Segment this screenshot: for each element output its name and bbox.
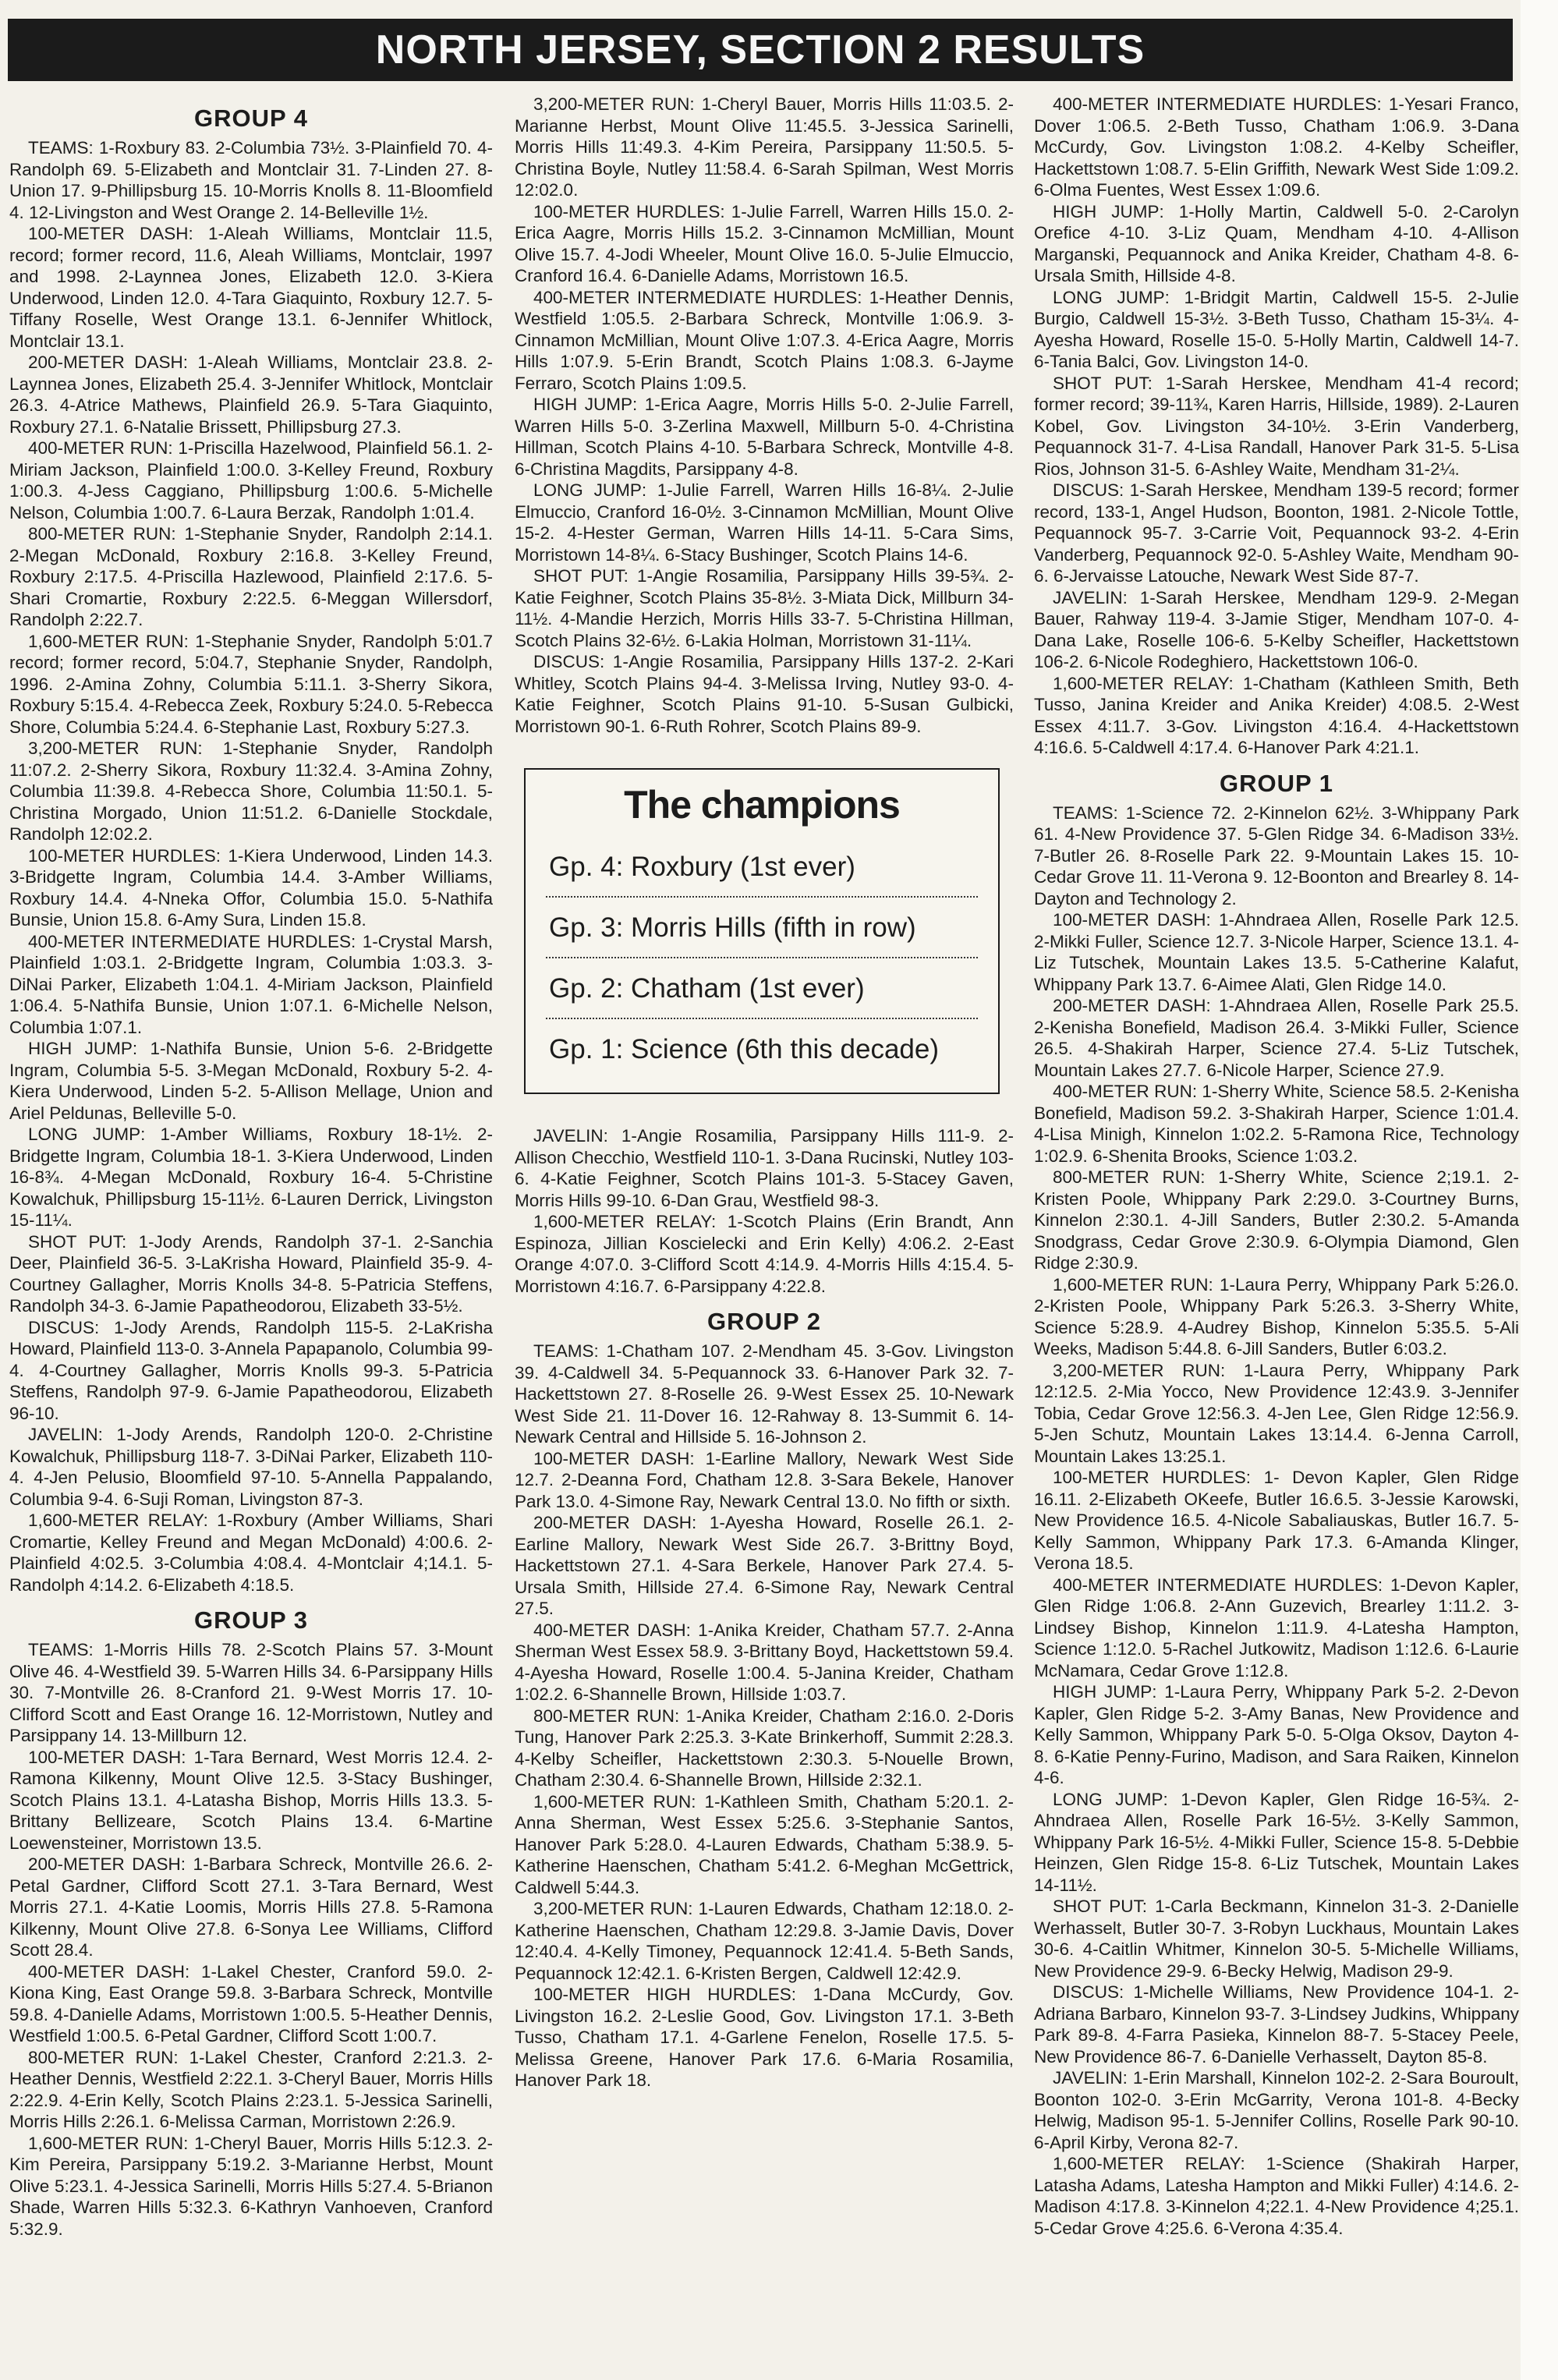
result-paragraph: 400-METER INTERMEDIATE HURDLES: 1-Yesari Franco, Dover 1:06.5. 2-Beth Tusso, Chatham 1:06.9. 3-Dana McCurdy, Gov. Livingston 1:08.2. 4-Kelby Scheifler, Hackettstown 1:08.7. 5-Elin Griffith, Newark West Side 1:09.2. 6-Olma Fuentes, West Essex 1:09.6. — [1034, 94, 1519, 200]
result-paragraph: DISCUS: 1-Michelle Williams, New Providence 104-1. 2-Adriana Barbaro, Kinnelon 93-7. 3-Lindsey Judkins, Whippany Park 89-8. 4-Farra Pasieka, Kinnelon 88-7. 5-Stacey Peele, New Providence 86-7. 6-Danielle Verhasselt, Dayton 85-8. — [1034, 1982, 1519, 2067]
result-paragraph: 400-METER DASH: 1-Anika Kreider, Chatham 57.7. 2-Anna Sherman West Essex 58.9. 3-Brittany Boyd, Hackettstown 59.4. 4-Ayesha Howard, Roselle 1:00.4. 5-Janina Kreider, Chatham 1:02.2. 6-Shannelle Brown, Hillside 1:03.7. — [515, 1620, 1014, 1704]
column-2 — [515, 94, 1014, 2371]
group-2-heading: GROUP 2 — [707, 1308, 821, 1335]
result-paragraph: 100-METER DASH: 1-Earline Mallory, Newark West Side 12.7. 2-Deanna Ford, Chatham 12.8. 3-Sara Bekele, Hanover Park 13.0. 4-Simone Ray, Newark Central 13.0. No fifth or sixth. — [515, 1448, 1014, 1511]
result-paragraph: HIGH JUMP: 1-Laura Perry, Whippany Park 5-2. 2-Devon Kapler, Glen Ridge 5-2. 3-Amy Banas, New Providence and Kelly Sammon, Whippany Park 5-0. 5-Olga Oksov, Dayton 4-8. 6-Katie Penny-Furino, Madison, and Sara Raiken, Kinnelon 4-6. — [1034, 1682, 1519, 1787]
result-paragraph: 1,600-METER RELAY: 1-Roxbury (Amber Williams, Shari Cromartie, Kelley Freund and Megan McDonald) 4:00.6. 2-Plainfield 4:02.5. 3-Columbia 4:08.4. 4-Montclair 4;14.1. 5-Randolph 4:14.2. 6-Elizabeth 4:18.5. — [9, 1511, 493, 1595]
result-paragraph: HIGH JUMP: 1-Erica Aagre, Morris Hills 5-0. 2-Julie Farrell, Warren Hills 5-0. 3-Zerlina Maxwell, Millburn 5-0. 4-Christina Hillman, Scotch Plains 4-10. 5-Barbara Schreck, Montville 4-8. 6-Christina Magdits, Parsippany 4-8. — [515, 395, 1014, 479]
result-paragraph: 3,200-METER RUN: 1-Laura Perry, Whippany Park 12:12.5. 2-Mia Yocco, New Providence 12:43.9. 3-Jennifer Tobia, Cedar Grove 12:56.3. 4-Jen Lee, Glen Ridge 12:56.9. 5-Jen Schutz, Mountain Lakes 13:14.4. 6-Jenna Carroll, Mountain Lakes 13:25.1. — [1034, 1360, 1519, 1466]
result-paragraph: SHOT PUT: 1-Sarah Herskee, Mendham 41-4 record; former record; 39-11¾, Karen Harris, Hillside, 1989). 2-Lauren Kobel, Gov. Livingston 34-10½. 3-Erin Vanderberg, Pequannock 31-7. 4-Lisa Randall, Hanover Park 31-5. 5-Lisa Rios, Johnson 31-5. 6-Ashley Waite, Mendham 31-2¼. — [1034, 373, 1519, 479]
result-paragraph: 200-METER DASH: 1-Aleah Williams, Montclair 23.8. 2-Laynnea Jones, Elizabeth 25.4. 3-Jennifer Whitlock, Montclair 26.3. 4-Atrice Mathews, Plainfield 26.9. 5-Tara Giaquinto, Roxbury 27.1. 6-Natalie Brissett, Phillipsburg 27.3. — [9, 352, 493, 437]
result-paragraph: JAVELIN: 1-Angie Rosamilia, Parsippany Hills 111-9. 2-Allison Checchio, Westfield 110-1. 3-Dana Rucinski, Nutley 103-6. 4-Katie Feighner, Scotch Plains 101-3. 5-Stacey Gaven, Morris Hills 99-10. 6-Dan Grau, Westfield 98-3. — [515, 1126, 1014, 1210]
group-4-heading: GROUP 4 — [194, 104, 308, 132]
champion-row: Gp. 2: Chatham (1st ever) — [546, 958, 978, 1019]
champion-row: Gp. 1: Science (6th this decade) — [549, 1034, 939, 1064]
result-paragraph: 100-METER HURDLES: 1-Kiera Underwood, Linden 14.3. 3-Bridgette Ingram, Columbia 14.4. 3-Amber Williams, Roxbury 14.4. 4-Nneka Offor, Columbia 15.0. 5-Nathifa Bunsie, Union 15.8. 6-Amy Sura, Linden 15.8. — [9, 845, 493, 930]
result-paragraph: 400-METER DASH: 1-Lakel Chester, Cranford 59.0. 2-Kiona King, East Orange 59.8. 3-Barbara Schreck, Montville 59.8. 4-Danielle Adams, Morristown 1:00.5. 5-Heather Dennis, Westfield 1:00.5. 6-Petal Gardner, Clifford Scott 1:00.7. — [9, 1961, 493, 2045]
page-edge — [1521, 0, 1558, 2380]
result-paragraph: 1,600-METER RELAY: 1-Science (Shakirah Harper, Latasha Adams, Latesha Hampton and Mikki Fuller) 4:14.6. 2-Madison 4:17.8. 3-Kinnelon 4;22.1. 4-New Providence 4;25.1. 5-Cedar Grove 4:25.6. 6-Verona 4:35.4. — [1034, 2154, 1519, 2238]
result-paragraph: 3,200-METER RUN: 1-Lauren Edwards, Chatham 12:18.0. 2-Katherine Haenschen, Chatham 12:29.8. 3-Jamie Davis, Dover 12:40.4. 4-Kelly Timoney, Pequannock 12:41.4. 5-Beth Sands, Pequannock 12:42.1. 6-Kristen Bergen, Caldwell 12:42.9. — [515, 1899, 1014, 1983]
result-paragraph: 1,600-METER RUN: 1-Laura Perry, Whippany Park 5:26.0. 2-Kristen Poole, Whippany Park 5:26.3. 3-Sherry White, Science 5:28.9. 4-Audrey Bishop, Kinnelon 5:35.5. 5-Ali Weeks, Madison 5:44.8. 6-Jill Sanders, Butler 6:03.2. — [1034, 1274, 1519, 1358]
result-paragraph: 200-METER DASH: 1-Ahndraea Allen, Roselle Park 25.5. 2-Kenisha Bonefield, Madison 26.4. 3-Mikki Fuller, Science 26.5. 4-Shakirah Harper, Science 27.4. 5-Liz Tutschek, Mountain Lakes 27.7. 6-Nicole Harper, Science 27.9. — [1034, 996, 1519, 1080]
champion-row: Gp. 4: Roxbury (1st ever) — [546, 837, 978, 898]
result-paragraph: HIGH JUMP: 1-Nathifa Bunsie, Union 5-6. 2-Bridgette Ingram, Columbia 5-5. 3-Megan McDonald, Roxbury 5-2. 4-Kiera Underwood, Linden 5-2. 5-Allison Mellage, Union and Ariel Peldunas, Belleville 5-0. — [9, 1039, 493, 1123]
result-paragraph: SHOT PUT: 1-Angie Rosamilia, Parsippany Hills 39-5¾. 2-Katie Feighner, Scotch Plains 35-8½. 3-Miata Dick, Millburn 34-11½. 4-Mandie Herzich, Morris Hills 33-7. 5-Christina Hillman, Scotch Plains 32-6½. 6-Lakia Holman, Morristown 31-11¼. — [515, 566, 1014, 650]
result-paragraph: 3,200-METER RUN: 1-Stephanie Snyder, Randolph 11:07.2. 2-Sherry Sikora, Roxbury 11:32.4. 3-Amina Zohny, Columbia 11:39.8. 4-Rebecca Shore, Columbia 11:50.1. 5-Christina Morgado, Union 11:51.2. 6-Danielle Stockdale, Randolph 12:02.2. — [9, 738, 493, 844]
result-paragraph: 200-METER DASH: 1-Ayesha Howard, Roselle 26.1. 2-Earline Mallory, Newark West Side 26.7. 3-Brittny Boyd, Hackettstown 27.1. 4-Sara Berkele, Hanover Park 27.4. 5-Ursala Smith, Hillside 27.4. 6-Simone Ray, Newark Central 27.5. — [515, 1513, 1014, 1618]
result-paragraph: LONG JUMP: 1-Bridgit Martin, Caldwell 15-5. 2-Julie Burgio, Caldwell 15-3½. 3-Beth Tusso, Chatham 15-3¼. 4-Ayesha Howard, Roselle 15-0. 5-Holly Martin, Caldwell 14-7. 6-Tania Balci, Gov. Livingston 14-0. — [1034, 287, 1519, 371]
result-paragraph: 1,600-METER RELAY: 1-Scotch Plains (Erin Brandt, Ann Espinoza, Jillian Koscielecki and Erin Kelly) 4:06.2. 2-East Orange 4:07.0. 3-Clifford Scott 4:14.9. 4-Morris Hills 4:15.4. 5-Morristown 4:16.7. 6-Parsippany 4:22.8. — [515, 1212, 1014, 1296]
result-paragraph: DISCUS: 1-Angie Rosamilia, Parsippany Hills 137-2. 2-Kari Whitley, Scotch Plains 94-4. 3-Melissa Irving, Nutley 93-0. 4-Katie Feighner, Scotch Plains 91-10. 5-Susan Gulbicki, Morristown 90-1. 6-Ruth Rohrer, Scotch Plains 89-9. — [515, 652, 1014, 736]
result-paragraph: SHOT PUT: 1-Jody Arends, Randolph 37-1. 2-Sanchia Deer, Plainfield 36-5. 3-LaKrisha Howard, Plainfield 35-9. 4-Courtney Gallagher, Morris Knolls 34-8. 5-Patricia Steffens, Randolph 34-3. 6-Jamie Papatheodorou, Elizabeth 33-5½. — [9, 1231, 493, 1316]
result-paragraph: TEAMS: 1-Morris Hills 78. 2-Scotch Plains 57. 3-Mount Olive 46. 4-Westfield 39. 5-Warren Hills 34. 6-Parsippany Hills 30. 7-Montville 26. 8-Cranford 21. 9-West Morris 17. 10-Clifford Scott and East Orange 16. 12-Morristown, Nutley and Parsippany 14. 13-Millburn 12. — [9, 1640, 493, 1745]
result-paragraph: DISCUS: 1-Jody Arends, Randolph 115-5. 2-LaKrisha Howard, Plainfield 113-0. 3-Annela Papapanolo, Columbia 99-4. 4-Courtney Gallagher, Morris Knolls 99-3. 5-Patricia Steffens, Randolph 97-9. 6-Jamie Papatheodorou, Elizabeth 96-10. — [9, 1317, 493, 1423]
page-masthead: NORTH JERSEY, SECTION 2 RESULTS — [8, 19, 1513, 81]
result-paragraph: 200-METER DASH: 1-Barbara Schreck, Montville 26.6. 2-Petal Gardner, Clifford Scott 27.1. 3-Tara Bernard, West Morris 27.1. 4-Katie Loomis, Morris Hills 27.8. 5-Ramona Kilkenny, Mount Olive 27.8. 6-Sonya Lee Williams, Clifford Scott 28.4. — [9, 1854, 493, 1960]
result-paragraph: JAVELIN: 1-Jody Arends, Randolph 120-0. 2-Christine Kowalchuk, Phillipsburg 118-7. 3-DiNai Parker, Elizabeth 110-4. 4-Jen Pelusio, Bloomfield 97-10. 5-Annella Pappalando, Columbia 9-4. 6-Suji Roman, Livingston 87-3. — [9, 1425, 493, 1509]
column-3 — [1034, 94, 1519, 2371]
result-paragraph: LONG JUMP: 1-Julie Farrell, Warren Hills 16-8¼. 2-Julie Elmuccio, Cranford 16-0½. 3-Cinnamon McMillian, Mount Olive 15-2. 4-Hester German, Warren Hills 14-11. 5-Cara Sims, Morristown 14-8¼. 6-Stacy Bushinger, Scotch Plains 14-6. — [515, 480, 1014, 565]
champion-row: Gp. 3: Morris Hills (fifth in row) — [546, 898, 978, 958]
result-paragraph: HIGH JUMP: 1-Holly Martin, Caldwell 5-0. 2-Carolyn Orefice 4-10. 3-Liz Quam, Mendham 4-10. 4-Allison Marganski, Pequannock and Anika Kreider, Chatham 4-8. 6-Ursala Smith, Hillside 4-8. — [1034, 201, 1519, 285]
result-paragraph: 800-METER RUN: 1-Sherry White, Science 2;19.1. 2-Kristen Poole, Whippany Park 2:29.0. 3-Courtney Burns, Kinnelon 2:30.1. 4-Jill Sanders, Butler 2:30.2. 5-Amanda Snodgrass, Cedar Grove 2:30.9. 6-Olympia Diamond, Glen Ridge 2:30.9. — [1034, 1167, 1519, 1273]
result-paragraph: 1,600-METER RELAY: 1-Chatham (Kathleen Smith, Beth Tusso, Janina Kreider and Anika Kreider) 4:08.5. 2-West Essex 4:11.7. 3-Gov. Livingston 4:16.4. 4-Hackettstown 4:16.6. 5-Caldwell 4:17.4. 6-Hanover Park 4:21.1. — [1034, 673, 1519, 757]
result-paragraph: LONG JUMP: 1-Devon Kapler, Glen Ridge 16-5¾. 2-Ahndraea Allen, Roselle Park 16-5½. 3-Kelly Sammon, Whippany Park 16-5½. 4-Mikki Fuller, Science 15-8. 5-Debbie Heinzen, Glen Ridge 15-8. 6-Liz Tutschek, Mountain Lakes 14-11½. — [1034, 1789, 1519, 1895]
result-paragraph: 100-METER HIGH HURDLES: 1-Dana McCurdy, Gov. Livingston 16.2. 2-Leslie Good, Gov. Livingston 17.1. 3-Beth Tusso, Chatham 17.1. 4-Garlene Fenelon, Roselle 17.5. 5-Melissa Greene, Hanover Park 17.6. 6-Maria Rosamilia, Hanover Park 18. — [515, 1985, 1014, 2090]
result-paragraph: 3,200-METER RUN: 1-Cheryl Bauer, Morris Hills 11:03.5. 2-Marianne Herbst, Mount Olive 11:45.5. 3-Jessica Sarinelli, Morris Hills 11:49.3. 4-Kim Pereira, Parsippany 11:50.5. 5-Christina Boyle, Nutley 11:58.4. 6-Sarah Spilman, West Morris 12:02.0. — [515, 94, 1014, 200]
result-paragraph: SHOT PUT: 1-Carla Beckmann, Kinnelon 31-3. 2-Danielle Werhasselt, Butler 30-7. 3-Robyn Luckhaus, Mountain Lakes 30-6. 4-Caitlin Whitmer, Kinnelon 30-5. 5-Michelle Williams, New Providence 29-9. 6-Becky Helwig, Madison 29-9. — [1034, 1897, 1519, 1981]
result-paragraph: 1,600-METER RUN: 1-Kathleen Smith, Chatham 5:20.1. 2-Anna Sherman, West Essex 5:25.6. 3-Stephanie Santos, Hanover Park 5:28.0. 4-Lauren Edwards, Chatham 5:38.9. 5-Katherine Haenschen, Chatham 5:41.2. 6-Meghan McGettrick, Caldwell 5:44.3. — [515, 1791, 1014, 1897]
group-1-heading: GROUP 1 — [1220, 769, 1333, 797]
result-paragraph: 100-METER HURDLES: 1-Julie Farrell, Warren Hills 15.0. 2-Erica Aagre, Morris Hills 15.2. 3-Cinnamon McMillian, Mount Olive 15.7. 4-Jodi Wheeler, Mount Olive 16.0. 5-Julie Elmuccio, Cranford 16.4. 6-Danielle Adams, Morristown 16.5. — [515, 201, 1014, 285]
champions-title: The champions — [624, 783, 900, 827]
result-paragraph: 100-METER DASH: 1-Aleah Williams, Montclair 11.5, record; former record, 11.6, Aleah Williams, Montclair, 1997 and 1998. 2-Laynnea Jones, Elizabeth 12.0. 3-Kiera Underwood, Linden 12.0. 4-Tara Giaquinto, Roxbury 12.7. 5-Tiffany Roselle, West Orange 13.1. 6-Jennifer Whitlock, Montclair 13.1. — [9, 224, 493, 351]
result-paragraph: 800-METER RUN: 1-Stephanie Snyder, Randolph 2:14.1. 2-Megan McDonald, Roxbury 2:16.8. 3-Kelley Freund, Roxbury 2:17.5. 4-Priscilla Hazlewood, Plainfield 2:17.6. 5-Shari Cromartie, Roxbury 2:22.5. 6-Meggan Willersdorf, Randolph 2:22.7. — [9, 524, 493, 629]
result-paragraph: DISCUS: 1-Sarah Herskee, Mendham 139-5 record; former record, 133-1, Angel Hudson, Boonton, 1981. 2-Nicole Tottle, Pequannock 95-7. 3-Carrie Voit, Pequannock 93-2. 4-Erin Vanderberg, Pequannock 92-0. 5-Ashley Waite, Mendham 90-6. 6-Jervaisse Latouche, Newark West Side 87-7. — [1034, 480, 1519, 586]
result-paragraph: 800-METER RUN: 1-Anika Kreider, Chatham 2:16.0. 2-Doris Tung, Hanover Park 2:25.3. 3-Kate Brinkerhoff, Summit 2:28.3. 4-Kelby Scheifler, Hackettstown 2:30.3. 5-Nouelle Brown, Chatham 2:30.4. 6-Shannelle Brown, Hillside 2:32.1. — [515, 1705, 1014, 1790]
result-paragraph: 400-METER INTERMEDIATE HURDLES: 1-Crystal Marsh, Plainfield 1:03.1. 2-Bridgette Ingram, Columbia 1:03.3. 3-DiNai Parker, Elizabeth 1:04.1. 4-Miriam Jackson, Plainfield 1:06.4. 5-Nathifa Bunsie, Union 1:07.1. 6-Michelle Nelson, Columbia 1:07.1. — [9, 931, 493, 1037]
result-paragraph: 100-METER DASH: 1-Tara Bernard, West Morris 12.4. 2-Ramona Kilkenny, Mount Olive 12.5. 3-Stacy Bushinger, Scotch Plains 13.1. 4-Latasha Bishop, Morris Hills 13.3. 5-Brittany Bellizeare, Scotch Plains 13.4. 6-Martine Loewensteiner, Morristown 13.5. — [9, 1747, 493, 1853]
result-paragraph: TEAMS: 1-Science 72. 2-Kinnelon 62½. 3-Whippany Park 61. 4-New Providence 37. 5-Glen Ridge 34. 6-Madison 33½. 7-Butler 26. 8-Roselle Park 22. 9-Mountain Lakes 15. 10-Cedar Grove 11. 11-Verona 9. 12-Boonton and Brearley 8. 14-Dayton and Technology 2. — [1034, 802, 1519, 908]
result-paragraph: 100-METER DASH: 1-Ahndraea Allen, Roselle Park 12.5. 2-Mikki Fuller, Science 12.7. 3-Nicole Harper, Science 13.1. 4-Liz Tutschek, Mountain Lakes 13.5. 5-Catherine Kalafut, Whippany Park 13.7. 6-Aimee Alati, Glen Ridge 14.0. — [1034, 910, 1519, 994]
result-paragraph: 1,600-METER RUN: 1-Cheryl Bauer, Morris Hills 5:12.3. 2-Kim Pereira, Parsippany 5:19.2. 3-Marianne Herbst, Mount Olive 5:23.1. 4-Jessica Sarinelli, Morris Hills 5:27.4. 5-Brianon Shade, Warren Hills 5:32.3. 6-Kathryn Vanhoeven, Cranford 5:32.9. — [9, 2133, 493, 2239]
result-paragraph: 400-METER RUN: 1-Sherry White, Science 58.5. 2-Kenisha Bonefield, Madison 59.2. 3-Shakirah Harper, Science 1:01.4. 4-Lisa Minigh, Kinnelon 1:02.2. 5-Ramona Rice, Technology 1:02.9. 6-Shenita Brooks, Science 1:03.2. — [1034, 1082, 1519, 1166]
result-paragraph: LONG JUMP: 1-Amber Williams, Roxbury 18-1½. 2-Bridgette Ingram, Columbia 18-1. 3-Kiera Underwood, Linden 16-8¾. 4-Megan McDonald, Roxbury 16-4. 5-Christine Kowalchuk, Phillipsburg 15-11½. 6-Lauren Derrick, Livingston 15-11¼. — [9, 1124, 493, 1230]
group-3-heading: GROUP 3 — [194, 1606, 308, 1634]
result-paragraph: 400-METER INTERMEDIATE HURDLES: 1-Heather Dennis, Westfield 1:05.5. 2-Barbara Schreck, Montville 1:06.9. 3-Cinnamon McMillian, Mount Olive 1:07.3. 4-Erica Aagre, Morris Hills 1:07.9. 5-Erin Brandt, Scotch Plains 1:08.3. 6-Jayme Ferraro, Scotch Plains 1:09.5. — [515, 287, 1014, 393]
result-paragraph: 400-METER RUN: 1-Priscilla Hazelwood, Plainfield 56.1. 2-Miriam Jackson, Plainfield 1:00.0. 3-Kelley Freund, Roxbury 1:00.3. 4-Jess Caggiano, Phillipsburg 1:00.6. 5-Michelle Nelson, Columbia 1:00.7. 6-Laura Berzak, Randolph 1:01.4. — [9, 438, 493, 522]
champions-box — [524, 768, 1000, 1094]
column-1 — [9, 94, 493, 2371]
result-paragraph: 100-METER HURDLES: 1- Devon Kapler, Glen Ridge 16.11. 2-Elizabeth OKeefe, Butler 16.6.5. 3-Jessie Karowski, New Providence 16.5. 4-Nicole Sabaliauskas, Butler 16.7. 5-Kelly Sammon, Whippany Park 17.3. 6-Amanda Klinger, Verona 18.5. — [1034, 1468, 1519, 1573]
result-paragraph: JAVELIN: 1-Erin Marshall, Kinnelon 102-2. 2-Sara Bouroult, Boonton 102-0. 3-Erin McGarrity, Verona 101-8. 4-Becky Helwig, Madison 95-1. 5-Jennifer Collins, Roselle Park 90-10. 6-April Kirby, Verona 82-7. — [1034, 2068, 1519, 2152]
result-paragraph: 400-METER INTERMEDIATE HURDLES: 1-Devon Kapler, Glen Ridge 1:06.8. 2-Ann Guzevich, Brearley 1:11.2. 3-Lindsey Bishop, Kinnelon 1:11.9. 4-Latesha Hampton, Science 1:12.0. 5-Rachel Jutkowitz, Madison 1:12.6. 6-Laurie McNamara, Cedar Grove 1:12.8. — [1034, 1574, 1519, 1681]
result-paragraph: JAVELIN: 1-Sarah Herskee, Mendham 129-9. 2-Megan Bauer, Rahway 119-4. 3-Jamie Stiger, Mendham 107-0. 4-Dana Lake, Roselle 106-6. 5-Kelby Scheifler, Hackettstown 106-2. 6-Nicole Rodeghiero, Hackettstown 106-0. — [1034, 587, 1519, 671]
result-paragraph: TEAMS: 1-Chatham 107. 2-Mendham 45. 3-Gov. Livingston 39. 4-Caldwell 34. 5-Pequannock 33. 6-Hanover Park 32. 7-Hackettstown 27. 8-Roselle 26. 9-West Essex 25. 10-Newark West Side 21. 11-Dover 16. 12-Rahway 8. 13-Summit 6. 14-Newark Central and Hillside 5. 16-Johnson 2. — [515, 1341, 1014, 1447]
result-paragraph: TEAMS: 1-Roxbury 83. 2-Columbia 73½. 3-Plainfield 70. 4-Randolph 69. 5-Elizabeth and Montclair 31. 7-Linden 27. 8-Union 17. 9-Phillipsburg 15. 10-Morris Knolls 8. 11-Bloomfield 4. 12-Livingston and West Orange 2. 14-Belleville 1½. — [9, 138, 493, 222]
result-paragraph: 1,600-METER RUN: 1-Stephanie Snyder, Randolph 5:01.7 record; former record, 5:04.7, Stephanie Snyder, Randolph, 1996. 2-Amina Zohny, Columbia 5:11.1. 3-Sherry Sikora, Roxbury 5:15.4. 4-Rebecca Zeek, Roxbury 5:24.0. 5-Rebecca Shore, Columbia 5:24.4. 6-Stephanie Last, Roxbury 5:27.3. — [9, 631, 493, 737]
result-paragraph: 800-METER RUN: 1-Lakel Chester, Cranford 2:21.3. 2-Heather Dennis, Westfield 2:22.1. 3-Cheryl Bauer, Morris Hills 2:22.9. 4-Erin Kelly, Scotch Plains 2:23.1. 5-Jessica Sarinelli, Morris Hills 2:26.1. 6-Melissa Carman, Morristown 2:26.9. — [9, 2047, 493, 2131]
